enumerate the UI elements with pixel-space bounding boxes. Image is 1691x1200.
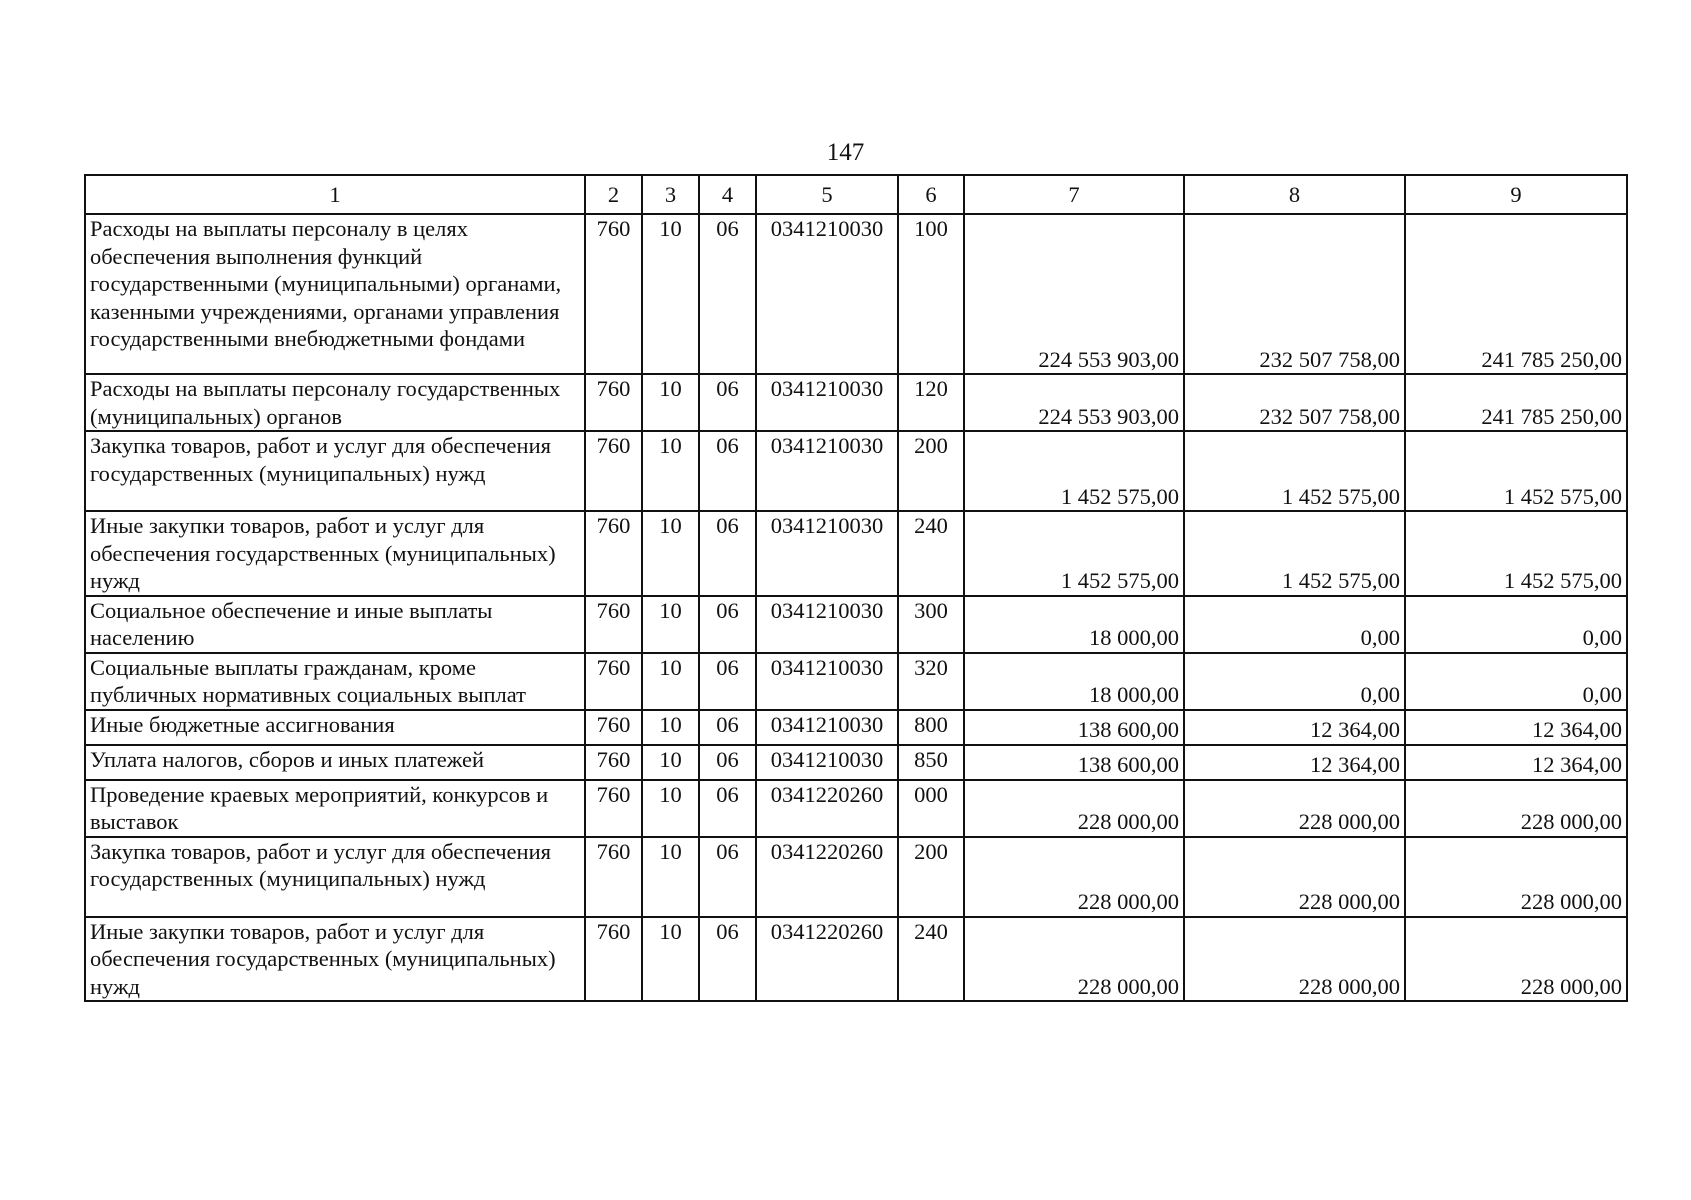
row-name-cell: Социальные выплаты гражданам, кроме публичных нормативных социальных выплат: [85, 653, 585, 710]
row-code-cell: 10: [642, 374, 699, 431]
row-code-cell: 10: [642, 917, 699, 1002]
row-amount-cell: 1 452 575,00: [1405, 431, 1627, 511]
row-amount-cell: 18 000,00: [964, 653, 1184, 710]
row-amount-cell: 0,00: [1405, 653, 1627, 710]
table-row: [85, 745, 1627, 780]
row-code-cell: 0341210030: [756, 511, 898, 596]
row-code-cell: 06: [699, 214, 756, 374]
table-row: [85, 374, 1627, 431]
row-code-cell: 10: [642, 511, 699, 596]
column-header: 4: [699, 175, 756, 214]
row-amount-cell: 18 000,00: [964, 596, 1184, 653]
row-code-cell: 760: [585, 214, 642, 374]
column-header: 9: [1405, 175, 1627, 214]
row-code-cell: 100: [898, 214, 964, 374]
column-header: 3: [642, 175, 699, 214]
table-row: [85, 511, 1627, 596]
row-amount-cell: 12 364,00: [1405, 710, 1627, 745]
row-amount-cell: 224 553 903,00: [964, 214, 1184, 374]
table-row: [85, 780, 1627, 837]
row-code-cell: 06: [699, 374, 756, 431]
row-code-cell: 10: [642, 596, 699, 653]
row-amount-cell: 228 000,00: [1405, 837, 1627, 917]
row-code-cell: 10: [642, 780, 699, 837]
row-code-cell: 760: [585, 780, 642, 837]
row-name-cell: Закупка товаров, работ и услуг для обеспечения государственных (муниципальных) нужд: [85, 431, 585, 511]
row-amount-cell: 1 452 575,00: [1184, 511, 1405, 596]
row-code-cell: 06: [699, 710, 756, 745]
row-amount-cell: 1 452 575,00: [1184, 431, 1405, 511]
row-code-cell: 240: [898, 917, 964, 1002]
row-amount-cell: 228 000,00: [1405, 780, 1627, 837]
row-amount-cell: 12 364,00: [1405, 745, 1627, 780]
row-code-cell: 0341210030: [756, 710, 898, 745]
row-code-cell: 300: [898, 596, 964, 653]
column-header: 5: [756, 175, 898, 214]
table-row: [85, 596, 1627, 653]
row-name-cell: Проведение краевых мероприятий, конкурсов и выставок: [85, 780, 585, 837]
row-amount-cell: 0,00: [1405, 596, 1627, 653]
column-header: 2: [585, 175, 642, 214]
row-amount-cell: 0,00: [1184, 653, 1405, 710]
row-code-cell: 760: [585, 511, 642, 596]
row-code-cell: 320: [898, 653, 964, 710]
row-code-cell: 760: [585, 374, 642, 431]
row-name-cell: Социальное обеспечение и иные выплаты населению: [85, 596, 585, 653]
row-code-cell: 10: [642, 745, 699, 780]
row-amount-cell: 0,00: [1184, 596, 1405, 653]
table-row: [85, 917, 1627, 1002]
row-code-cell: 0341220260: [756, 917, 898, 1002]
row-amount-cell: 138 600,00: [964, 745, 1184, 780]
row-code-cell: 760: [585, 431, 642, 511]
row-code-cell: 850: [898, 745, 964, 780]
row-code-cell: 06: [699, 596, 756, 653]
row-amount-cell: 232 507 758,00: [1184, 214, 1405, 374]
row-code-cell: 0341210030: [756, 431, 898, 511]
row-code-cell: 760: [585, 745, 642, 780]
row-code-cell: 200: [898, 431, 964, 511]
row-code-cell: 760: [585, 596, 642, 653]
row-amount-cell: 1 452 575,00: [964, 511, 1184, 596]
row-amount-cell: 228 000,00: [964, 780, 1184, 837]
row-code-cell: 06: [699, 917, 756, 1002]
row-code-cell: 200: [898, 837, 964, 917]
row-amount-cell: 1 452 575,00: [1405, 511, 1627, 596]
row-code-cell: 000: [898, 780, 964, 837]
row-code-cell: 06: [699, 653, 756, 710]
row-amount-cell: 228 000,00: [1184, 837, 1405, 917]
row-amount-cell: 228 000,00: [1184, 917, 1405, 1002]
table-row: [85, 653, 1627, 710]
row-code-cell: 06: [699, 431, 756, 511]
row-code-cell: 0341210030: [756, 374, 898, 431]
row-code-cell: 06: [699, 837, 756, 917]
page-number: 147: [826, 139, 865, 166]
row-code-cell: 760: [585, 837, 642, 917]
row-code-cell: 10: [642, 710, 699, 745]
column-header: 8: [1184, 175, 1405, 214]
row-name-cell: Закупка товаров, работ и услуг для обеспечения государственных (муниципальных) нужд: [85, 837, 585, 917]
table-row: [85, 431, 1627, 511]
row-code-cell: 0341210030: [756, 653, 898, 710]
row-amount-cell: 12 364,00: [1184, 745, 1405, 780]
column-header: 7: [964, 175, 1184, 214]
row-code-cell: 240: [898, 511, 964, 596]
row-name-cell: Расходы на выплаты персоналу в целях обеспечения выполнения функций государственными (муниципальными) органами, казенными учреждениями, органами управления государственными внебюджетными фондами: [85, 214, 585, 374]
row-amount-cell: 138 600,00: [964, 710, 1184, 745]
row-amount-cell: 228 000,00: [1405, 917, 1627, 1002]
row-code-cell: 10: [642, 214, 699, 374]
row-code-cell: 760: [585, 653, 642, 710]
table-row: [85, 710, 1627, 745]
row-name-cell: Иные бюджетные ассигнования: [85, 710, 585, 745]
column-header: 6: [898, 175, 964, 214]
row-code-cell: 0341210030: [756, 596, 898, 653]
row-code-cell: 0341210030: [756, 214, 898, 374]
budget-table: [84, 174, 1628, 1002]
row-code-cell: 120: [898, 374, 964, 431]
row-amount-cell: 241 785 250,00: [1405, 374, 1627, 431]
row-amount-cell: 228 000,00: [964, 837, 1184, 917]
row-amount-cell: 232 507 758,00: [1184, 374, 1405, 431]
column-header: 1: [85, 175, 585, 214]
row-amount-cell: 228 000,00: [1184, 780, 1405, 837]
row-code-cell: 06: [699, 780, 756, 837]
row-code-cell: 10: [642, 653, 699, 710]
row-name-cell: Иные закупки товаров, работ и услуг для обеспечения государственных (муниципальных) нужд: [85, 917, 585, 1002]
row-code-cell: 0341220260: [756, 837, 898, 917]
row-code-cell: 0341220260: [756, 780, 898, 837]
row-amount-cell: 228 000,00: [964, 917, 1184, 1002]
table-row: [85, 837, 1627, 917]
table-body: [85, 214, 1627, 1001]
row-amount-cell: 12 364,00: [1184, 710, 1405, 745]
row-code-cell: 10: [642, 837, 699, 917]
row-code-cell: 760: [585, 917, 642, 1002]
row-code-cell: 06: [699, 745, 756, 780]
row-name-cell: Расходы на выплаты персоналу государственных (муниципальных) органов: [85, 374, 585, 431]
row-amount-cell: 241 785 250,00: [1405, 214, 1627, 374]
row-code-cell: 0341210030: [756, 745, 898, 780]
row-amount-cell: 1 452 575,00: [964, 431, 1184, 511]
row-code-cell: 10: [642, 431, 699, 511]
table-header-row: [85, 175, 1627, 214]
row-name-cell: Уплата налогов, сборов и иных платежей: [85, 745, 585, 780]
table-row: [85, 214, 1627, 374]
row-amount-cell: 224 553 903,00: [964, 374, 1184, 431]
row-code-cell: 800: [898, 710, 964, 745]
row-code-cell: 760: [585, 710, 642, 745]
row-name-cell: Иные закупки товаров, работ и услуг для обеспечения государственных (муниципальных) нужд: [85, 511, 585, 596]
row-code-cell: 06: [699, 511, 756, 596]
